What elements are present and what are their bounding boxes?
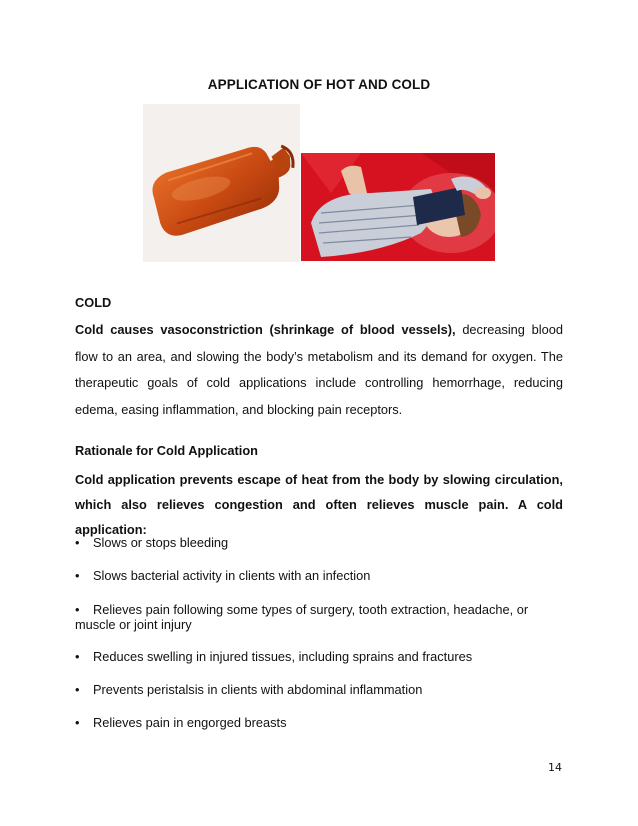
- bullet-item: [75, 682, 563, 697]
- intro-rest-text: decreasing blood flow to an area, and slowing the body’s metabolism and its demand for oxygen. The therapeutic goals of cold applications include controlling hemorrhage, reducing edema, easing inflammation, and blocking pain receptors.: [75, 322, 563, 417]
- bullet-item: [75, 602, 563, 632]
- bullet-text: Relieves pain in engorged breasts: [93, 715, 287, 730]
- bullet-symbol: •: [75, 568, 80, 583]
- bullet-text: Slows bacterial activity in clients with an infection: [93, 568, 371, 583]
- rationale-heading: Rationale for Cold Application: [75, 443, 258, 458]
- bullet-item: [75, 715, 563, 730]
- cold-compress-image: [301, 153, 495, 261]
- section-heading-cold: COLD: [75, 295, 112, 310]
- page-number: 14: [548, 761, 562, 774]
- bullet-symbol: •: [75, 535, 80, 550]
- bullet-item: [75, 535, 563, 550]
- intro-bold-text: Cold causes vasoconstriction (shrinkage of blood vessels),: [75, 322, 456, 337]
- bullet-item: [75, 649, 563, 664]
- bullet-symbol: •: [75, 602, 80, 617]
- bullet-text: Slows or stops bleeding: [93, 535, 229, 550]
- bullet-text: Prevents peristalsis in clients with abdominal inflammation: [93, 682, 423, 697]
- hot-water-bottle-image: [143, 104, 300, 262]
- hot-water-bottle-illustration: [143, 104, 300, 262]
- rationale-body: Cold application prevents escape of heat from the body by slowing circulation, which also relieves congestion and often relieves muscle pain. A cold application:: [75, 472, 563, 537]
- child-cold-compress-illustration: [301, 153, 495, 261]
- page-title: APPLICATION OF HOT AND COLD: [207, 77, 431, 92]
- bullet-text: Reduces swelling in injured tissues, including sprains and fractures: [93, 649, 473, 664]
- bullet-item: [75, 568, 563, 583]
- intro-paragraph: [75, 317, 563, 423]
- bullet-symbol: •: [75, 682, 80, 697]
- bullet-text: Relieves pain following some types of surgery, tooth extraction, headache, or muscle or joint injury: [75, 602, 529, 632]
- bullet-symbol: •: [75, 715, 80, 730]
- bullet-symbol: •: [75, 649, 80, 664]
